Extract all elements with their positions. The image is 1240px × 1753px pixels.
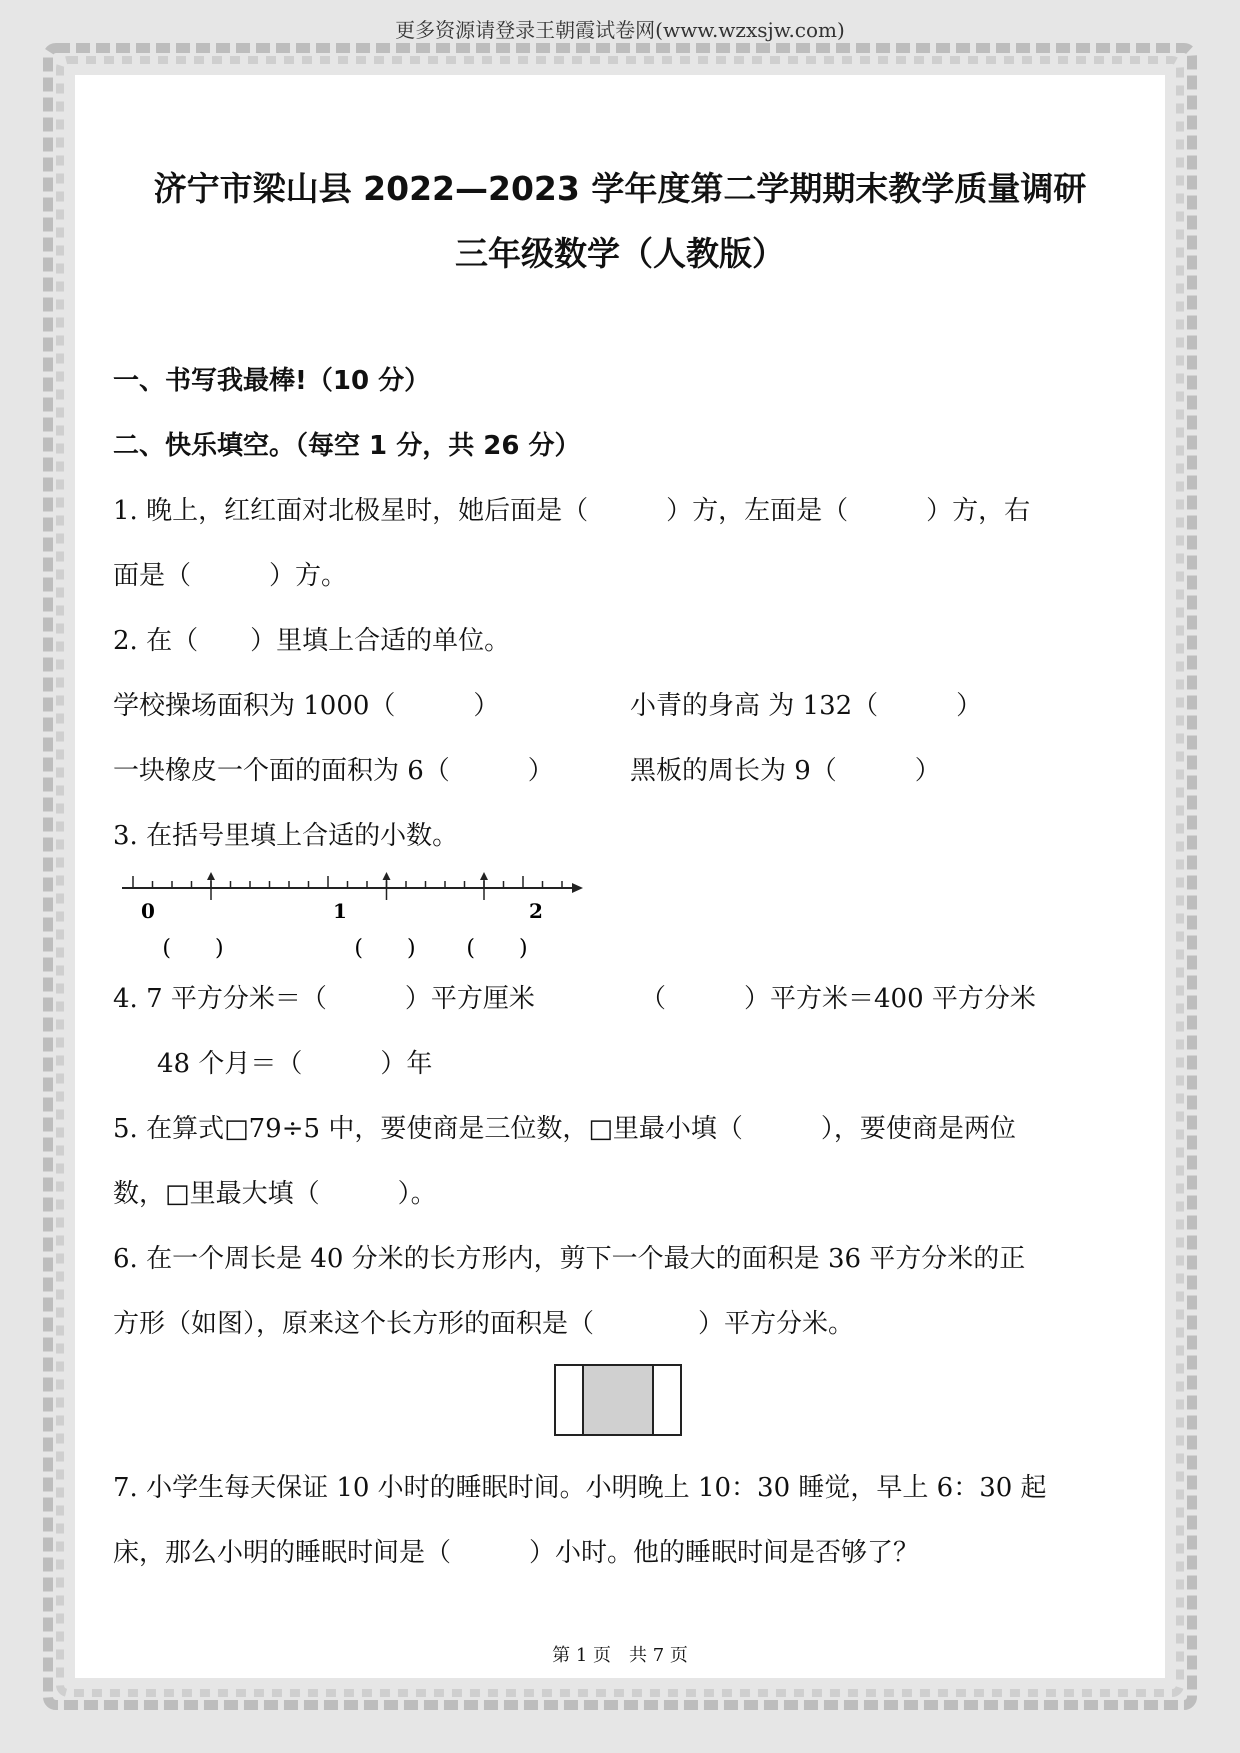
section-2-heading: 二、快乐填空。（每空 1 分，共 26 分） (113, 431, 581, 461)
number-line-arrowhead (572, 883, 583, 893)
rectangle-figure (554, 1362, 684, 1438)
number-line-answer-bracket-3: ( ) (466, 936, 528, 961)
number-line-label-1: 1 (333, 899, 347, 923)
number-line-pointer-arrow (383, 872, 391, 900)
number-line-pointer-arrow (207, 872, 215, 900)
number-line (115, 862, 595, 962)
question-3-intro: 3. 在括号里填上合适的小数。 (113, 821, 459, 851)
question-5-line-2: 数，□里最大填（ ）。 (113, 1179, 437, 1209)
section-1-heading: 一、书写我最棒!（10 分） (113, 366, 431, 396)
number-line-ticks (133, 876, 562, 888)
question-6-line-1: 6. 在一个周长是 40 分米的长方形内，剪下一个最大的面积是 36 平方分米的正 (113, 1244, 1026, 1274)
question-7-line-1: 7. 小学生每天保证 10 小时的睡眠时间。小明晚上 10：30 睡觉，早上 6：30 起 (113, 1473, 1047, 1503)
question-7-line-2: 床，那么小明的睡眠时间是（ ）小时。他的睡眠时间是否够了？ (113, 1538, 920, 1568)
question-2-item-d: 黑板的周长为 9（ ） (630, 756, 941, 786)
question-4-item-b: （ ）平方米＝400 平方分米 (640, 984, 1036, 1014)
question-5-line-1: 5. 在算式□79÷5 中，要使商是三位数，□里最小填（ ），要使商是两位 (113, 1114, 1016, 1144)
exam-subtitle: 三年级数学（人教版） (455, 234, 785, 273)
question-4-item-c: 48 个月＝（ ）年 (157, 1049, 433, 1079)
question-2-item-b: 小青的身高 为 132（ ） (630, 691, 983, 721)
source-banner: 更多资源请登录王朝霞试卷网(www.wzxsjw.com) (395, 18, 845, 42)
number-line-label-2: 2 (529, 899, 543, 923)
question-1-line-2: 面是（ ）方。 (113, 561, 348, 591)
number-line-label-0: 0 (141, 899, 155, 923)
question-1-line-1: 1. 晚上，红红面对北极星时，她后面是（ ）方，左面是（ ）方，右 (113, 496, 1031, 526)
cut-square (583, 1365, 653, 1435)
question-2-item-c: 一块橡皮一个面的面积为 6（ ） (113, 756, 554, 786)
number-line-answer-bracket-2: ( ) (354, 936, 416, 961)
question-4-item-a: 4. 7 平方分米＝（ ）平方厘米 (113, 984, 535, 1014)
question-2-intro: 2. 在（ ）里填上合适的单位。 (113, 626, 511, 656)
exam-title: 济宁市梁山县 2022—2023 学年度第二学期期末教学质量调研 (153, 169, 1087, 208)
question-6-line-2: 方形（如图），原来这个长方形的面积是（ ）平方分米。 (113, 1309, 855, 1339)
question-2-item-a: 学校操场面积为 1000（ ） (113, 691, 500, 721)
number-line-pointer-arrow (480, 872, 488, 900)
page-footer: 第 1 页 共 7 页 (552, 1645, 688, 1666)
number-line-answer-bracket-1: ( ) (162, 936, 224, 961)
